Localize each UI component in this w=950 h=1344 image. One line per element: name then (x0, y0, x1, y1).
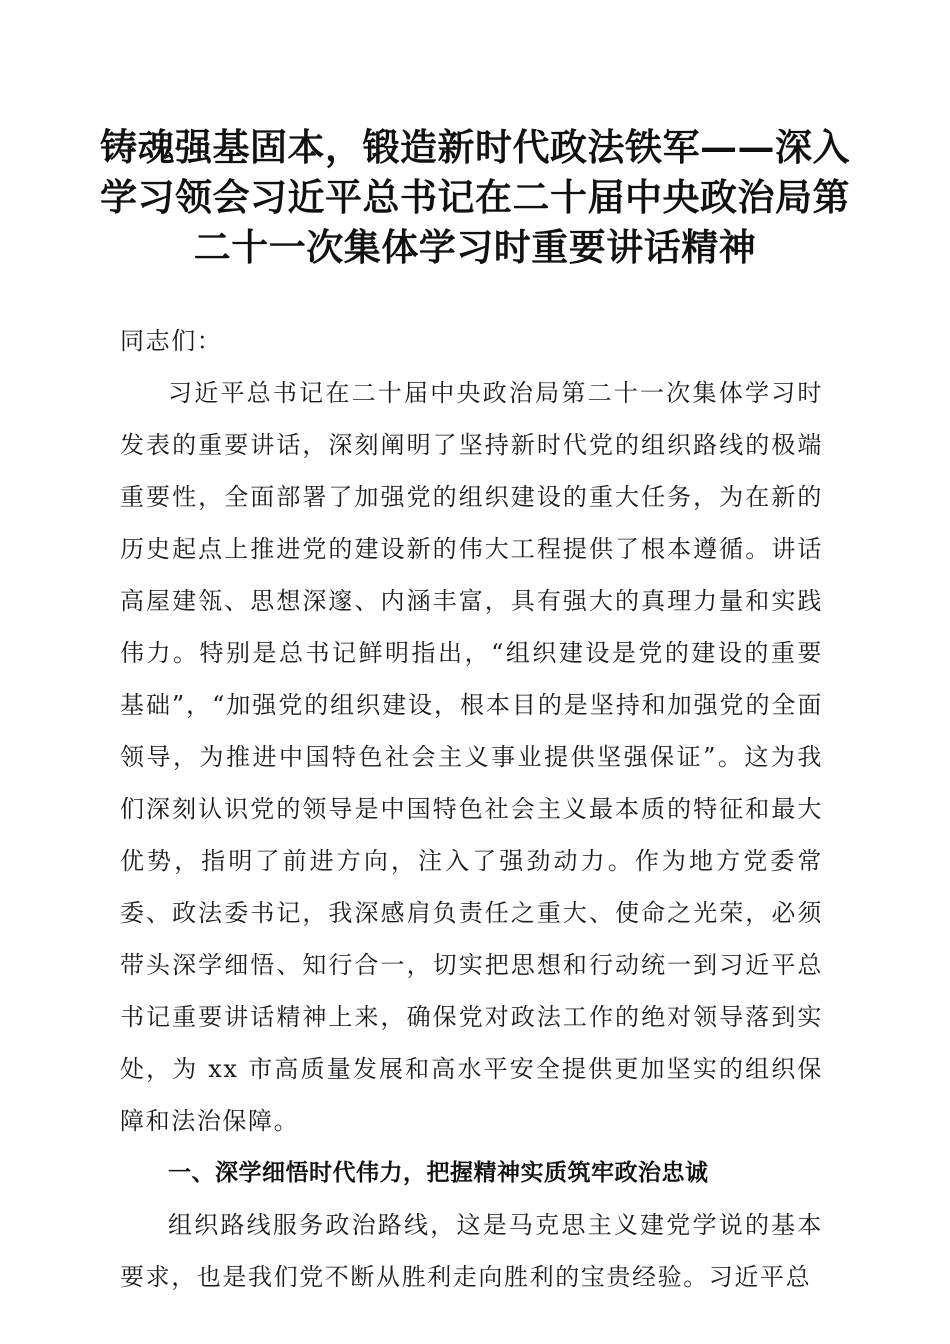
body-paragraph: 习近平总书记在二十届中央政治局第二十一次集体学习时发表的重要讲话，深刻阐明了坚持新时代党的组织路线的极端重要性，全面部署了加强党的组织建设的重大任务，为在新的历史起点上推进党的建设新的伟大工程提供了根本遵循。讲话高屋建瓴、思想深邃、内涵丰富，具有强大的真理力量和实践伟力。特别是总书记鲜明指出，“组织建设是党的建设的重要基础”，“加强党的组织建设，根本目的是坚持和加强党的全面领导，为推进中国特色社会主义事业提供坚强保证”。这为我们深刻认识党的领导是中国特色社会主义最本质的特征和最大优势，指明了前进方向，注入了强劲动力。作为地方党委常委、政法委书记，我深感肩负责任之重大、使命之光荣，必须带头深学细悟、知行合一，切实把思想和行动统一到习近平总书记重要讲话精神上来，确保党对政法工作的绝对领导落到实处，为 xx 市高质量发展和高水平安全提供更加坚实的组织保障和法治保障。 (120, 379, 823, 1135)
salutation: 同志们： (120, 327, 223, 355)
document-title: 铸魂强基固本，锻造新时代政法铁军——深入学习领会习近平总书记在二十届中央政治局第二十一次集体学习时重要讲话精神 (100, 125, 850, 269)
section-paragraph: 组织路线服务政治路线，这是马克思主义建党学说的基本要求，也是我们党不断从胜利走向胜利的宝贵经验。习近平总 (120, 1211, 823, 1291)
section-heading: 一、深学细悟时代伟力，把握精神实质筑牢政治忠诚 (168, 1160, 709, 1186)
document-body (120, 315, 823, 1303)
